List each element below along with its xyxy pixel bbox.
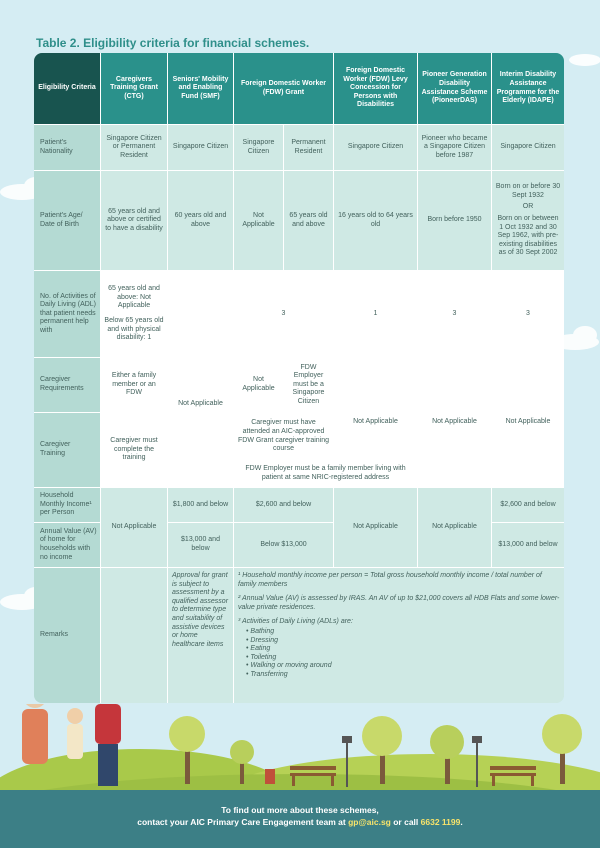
park-illustration	[0, 704, 600, 794]
footnote-annual-value: ² Annual Value (AV) is assessed by IRAS. An AV of up to $21,000 covers all HDB Flats and some lower-value private residences.	[238, 595, 560, 611]
footer-email-link[interactable]: gp@aic.sg	[348, 817, 391, 827]
adl-item: • Transferring	[246, 671, 560, 680]
footnote-adl: ³ Activities of Daily Living (ADLs) are:	[238, 618, 353, 626]
footer-banner	[0, 790, 600, 848]
fdwlc-age: 16 years old to 64 years old	[334, 171, 418, 271]
adl-item: • Dressing	[246, 637, 560, 646]
pioneer-income-na: Not Applicable	[418, 488, 492, 568]
idape-nationality: Singapore Citizen	[492, 125, 564, 171]
smf-nationality: Singapore Citizen	[168, 125, 234, 171]
footnotes	[234, 568, 564, 703]
ctg-income-na: Not Applicable	[101, 488, 168, 568]
fdwlc-nationality: Singapore Citizen	[334, 125, 418, 171]
adl-list	[238, 628, 560, 680]
fdw-caregiver-training: Caregiver must have attended an AIC-approved FDW Grant caregiver training course	[234, 413, 334, 461]
pioneer-age: Born before 1950	[418, 171, 492, 271]
fdw-family-requirement: FDW Employer must be a family member living with patient at same NRIC-registered address	[234, 461, 418, 488]
row-label-caregiver-training: Caregiver Training	[34, 413, 101, 488]
row-label-nationality: Patient's Nationality	[34, 125, 101, 171]
fdw-caregiver-requirements-na: Not Applicable	[234, 358, 284, 413]
fdwlc-income-na: Not Applicable	[334, 488, 418, 568]
smf-remarks: Approval for grant is subject to assessment by a qualified assessor to determine type and suitability of assistive devices or home healthcare items	[168, 568, 234, 703]
row-label-annual-value: Annual Value (AV) of home for households with no income	[34, 523, 101, 568]
idape-caregiver-na: Not Applicable	[492, 358, 564, 488]
idape-age-option-2: Born on or between 1 Oct 1932 and 30 Sep 1962, with pre-existing disabilities as of 30 Sept 2002	[497, 214, 559, 257]
fdw-income: $2,600 and below	[234, 488, 334, 523]
row-label-age: Patient's Age/ Date of Birth	[34, 171, 101, 271]
fdw-annual-value: Below $13,000	[234, 523, 334, 568]
smf-age: 60 years old and above	[168, 171, 234, 271]
ctg-adl	[101, 271, 168, 358]
header-fdw-levy: Foreign Domestic Worker (FDW) Levy Concession for Persons with Disabilities	[334, 53, 418, 125]
ctg-adl-line-1: 65 years old and above: Not Applicable	[108, 285, 160, 310]
footnote-income: ¹ Household monthly income per person = Total gross household monthly income / total number of family members	[238, 572, 542, 588]
fdw-nationality-pr: Permanent Resident	[284, 125, 334, 171]
footer-call-text: or call	[390, 817, 421, 827]
ctg-adl-line-2: Below 65 years old and with physical disability: 1	[104, 317, 164, 342]
smf-income: $1,800 and below	[168, 488, 234, 523]
footer-line-2	[0, 816, 600, 828]
ctg-remarks-empty	[101, 568, 168, 703]
smf-annual-value: $13,000 and below	[168, 523, 234, 568]
fdw-nationality-citizen: Singapore Citizen	[234, 125, 284, 171]
header-fdw-grant: Foreign Domestic Worker (FDW) Grant	[234, 53, 334, 125]
fdwlc-caregiver-na: Not Applicable	[334, 358, 418, 488]
footer-contact-text: contact your AIC Primary Care Engagement team at	[137, 817, 349, 827]
ctg-age: 65 years old and above or certified to have a disability	[101, 171, 168, 271]
header-idape: Interim Disability Assistance Programme for the Elderly (IDAPE)	[492, 53, 564, 125]
adl-item: • Bathing	[246, 628, 560, 637]
fdw-age: 65 years old and above	[284, 171, 334, 271]
row-label-remarks: Remarks	[34, 568, 101, 703]
pioneer-caregiver-na: Not Applicable	[418, 358, 492, 488]
footer-period: .	[460, 817, 463, 827]
adl-item: • Walking or moving around	[246, 662, 560, 671]
row-label-caregiver-requirements: Caregiver Requirements	[34, 358, 101, 413]
idape-annual-value: $13,000 and below	[492, 523, 564, 568]
idape-age-option-1: Born on or before 30 Sept 1932	[495, 183, 561, 199]
footer-phone-link[interactable]: 6632 1199	[420, 817, 461, 827]
fdw-age-na: Not Applicable	[234, 171, 284, 271]
idape-age	[492, 171, 564, 271]
row-label-adl: No. of Activities of Daily Living (ADL) that patient needs permanent help with	[34, 271, 101, 358]
bin-icon	[265, 769, 275, 784]
table-title: Table 2. Eligibility criteria for financial schemes.	[36, 36, 310, 50]
idape-age-or: OR	[522, 203, 534, 211]
ctg-nationality: Singapore Citizen or Permanent Resident	[101, 125, 168, 171]
eligibility-table	[34, 53, 564, 703]
footer-line-1: To find out more about these schemes,	[221, 805, 379, 815]
header-pioneerdas: Pioneer Generation Disability Assistance Scheme (PioneerDAS)	[418, 53, 492, 125]
pioneer-adl: 3	[418, 271, 492, 358]
header-criteria: Eligibility Criteria	[34, 53, 101, 125]
idape-adl: 3	[492, 271, 564, 358]
adl-item: • Toileting	[246, 654, 560, 663]
pioneer-nationality: Pioneer who became a Singapore Citizen before 1987	[418, 125, 492, 171]
fdw-adl: 3	[234, 271, 334, 358]
ctg-caregiver-requirements: Either a family member or an FDW	[101, 358, 168, 413]
adl-item: • Eating	[246, 645, 560, 654]
row-label-income: Household Monthly Income¹ per Person	[34, 488, 101, 523]
header-ctg: Caregivers Training Grant (CTG)	[101, 53, 168, 125]
smf-na-block: Not Applicable	[168, 271, 234, 539]
ctg-caregiver-training: Caregiver must complete the training	[101, 413, 168, 488]
fdw-caregiver-requirements: FDW Employer must be a Singapore Citizen	[284, 358, 334, 413]
fdwlc-adl: 1	[334, 271, 418, 358]
idape-income: $2,600 and below	[492, 488, 564, 523]
header-smf: Seniors' Mobility and Enabling Fund (SMF)	[168, 53, 234, 125]
